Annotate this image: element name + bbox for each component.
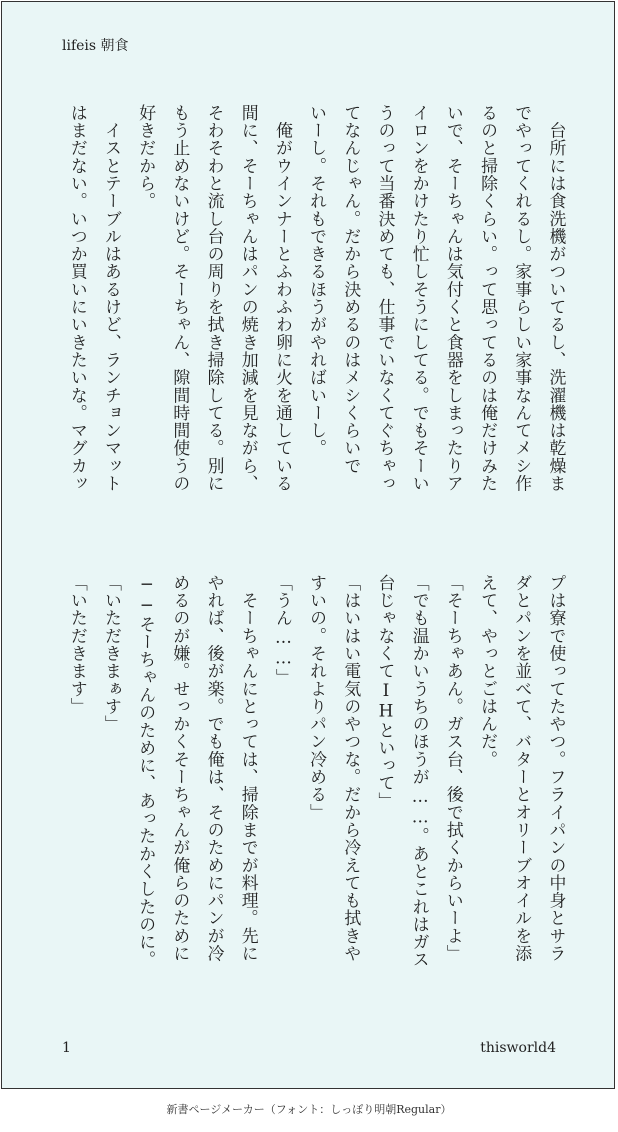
text-column (198, 104, 232, 544)
text-line: すいの。それよりパン冷める」 (307, 574, 328, 822)
text-column (95, 104, 129, 544)
text-line: イスとテーブルはあるけど、ランチョンマット (102, 104, 123, 493)
text-column (540, 104, 574, 544)
text-line: るのと掃除くらい。って思ってるのは俺だけみた (478, 104, 499, 493)
lower-text-block (54, 574, 574, 1014)
text-line: 好きだから。 (136, 104, 157, 210)
book-page (1, 1, 615, 1089)
text-column (301, 574, 335, 1014)
text-line: やれば、後が楽。でも俺は、そのためにパンが冷 (205, 574, 226, 963)
text-column (61, 104, 95, 544)
page-header-title: lifeis 朝食 (62, 38, 129, 54)
page-number: 1 (62, 1040, 71, 1056)
text-line: 「はいはい電気のやつな。だから冷えても拭きや (341, 574, 362, 963)
text-line: ダとパンを並べて、バターとオリーブオイルを添 (512, 574, 533, 963)
text-column (164, 104, 198, 544)
text-line: そーちゃんにとっては、掃除までが料理。先に (239, 574, 260, 963)
text-column (369, 104, 403, 544)
text-line: 「いただきまぁす」 (102, 574, 123, 733)
text-line: 台じゃなくてIHといって」 (375, 574, 396, 810)
text-line: てなんじゃん。だから決めるのはメシくらいで (341, 104, 362, 475)
text-column (232, 104, 266, 544)
text-column (471, 574, 505, 1014)
text-column (95, 574, 129, 1014)
text-line: イロンをかけたり忙しそうにしてる。でもそーい (410, 104, 431, 493)
text-line: でやってくれるし。家事らしい家事なんてメシ作 (512, 104, 533, 493)
text-column (266, 574, 300, 1014)
text-column (130, 104, 164, 544)
text-column (437, 574, 471, 1014)
text-column (301, 104, 335, 544)
text-line: めるのが嫌。せっかくそーちゃんが俺らのために (170, 574, 191, 963)
text-column (335, 104, 369, 544)
text-line: 「そーちゃあん。ガス台、後で拭くからいーよ」 (444, 574, 465, 963)
text-line: もう止めないけど。そーちゃん、隙間時間使うの (170, 104, 191, 493)
text-line: いーし。それもできるほうがやればいーし。 (307, 104, 328, 457)
text-line: ──そーちゃんのために、あったかくしたのに。 (136, 574, 157, 969)
text-line: えて、やっとごはんだ。 (478, 574, 499, 769)
credit-line: 新書ページメーカー（フォント：しっぽり明朝Regular） (166, 1103, 452, 1116)
text-line: いで、そーちゃんは気付くと食器をしまったりア (444, 104, 465, 493)
text-column (130, 574, 164, 1014)
text-column (540, 574, 574, 1014)
text-column (164, 574, 198, 1014)
text-column (266, 104, 300, 544)
text-column (335, 574, 369, 1014)
text-line: 「うん……」 (273, 574, 294, 687)
text-line: 間に、そーちゃんはパンの焼き加減を見ながら、 (239, 104, 260, 493)
text-column (198, 574, 232, 1014)
author-name: thisworld4 (480, 1040, 556, 1056)
text-line: 俺がウインナーとふわふわ卵に火を通している (273, 104, 294, 493)
text-column (369, 574, 403, 1014)
text-column (232, 574, 266, 1014)
text-column (506, 574, 540, 1014)
text-column (61, 574, 95, 1014)
text-line: 「でも温かいうちのほうが……。あとこれはガス (410, 574, 431, 969)
text-line: プは寮で使ってたやつ。フライパンの中身とサラ (546, 574, 567, 963)
text-line: 「いただきます」 (68, 574, 89, 716)
text-line: はまだない。いつか買いにいきたいな。マグカッ (68, 104, 89, 493)
text-column (403, 574, 437, 1014)
upper-text-block (54, 104, 574, 544)
text-column (506, 104, 540, 544)
text-line: そわそわと流し台の周りを拭き掃除してる。別に (205, 104, 226, 493)
text-column (437, 104, 471, 544)
text-line: 台所には食洗機がついてるし、洗濯機は乾燥ま (546, 104, 567, 493)
text-column (403, 104, 437, 544)
text-column (471, 104, 505, 544)
text-line: うのって当番決めても、仕事でいなくてぐちゃっ (375, 104, 396, 493)
